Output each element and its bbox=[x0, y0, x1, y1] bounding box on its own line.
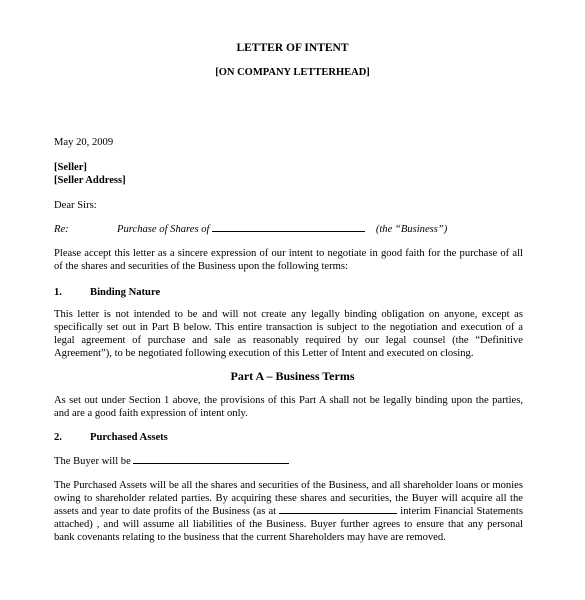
section2-body bbox=[54, 479, 523, 544]
letterhead-placeholder: [ON COMPANY LETTERHEAD] bbox=[215, 67, 370, 78]
section2-heading: Purchased Assets bbox=[90, 432, 168, 443]
re-subject bbox=[117, 223, 447, 236]
re-label: Re: bbox=[54, 224, 69, 235]
re-subject-text: Purchase of Shares of bbox=[117, 224, 210, 235]
section1-heading: Binding Nature bbox=[90, 287, 161, 298]
section2-body-part3: Financial Statements attached) , and will assume all liabilities of the Business. Buyer further agrees to ensure that any personal bank covenants relating to the business that the current Shareholders may have are removed. bbox=[54, 506, 523, 543]
section2-number: 2. bbox=[54, 432, 62, 443]
seller-address: [Seller Address] bbox=[54, 175, 126, 186]
letter-title: LETTER OF INTENT bbox=[236, 42, 349, 54]
section2-body-part1: The Purchased Assets will be all the shares and securities of the Business, and all shareholder loans or monies owing to shareholder related parties. By acquiring these shares and securities, the Buyer will acquire all the assets and year to date profits of the Business (as at bbox=[54, 480, 523, 517]
re-subject-suffix: (the “Business”) bbox=[375, 224, 448, 235]
buyer-text: The Buyer will be bbox=[54, 456, 131, 467]
letter-date: May 20, 2009 bbox=[54, 137, 114, 148]
part-a-body: As set out under Section 1 above, the provisions of this Part A shall not be legally binding upon the parties, and are a good faith expression of intent only. bbox=[54, 395, 523, 419]
business-name-blank bbox=[212, 231, 365, 232]
intro-paragraph: Please accept this letter as a sincere expression of our intent to negotiate in good faith for the purchase of all of the shares and securities of the Business upon the following terms: bbox=[54, 248, 523, 272]
section1-number: 1. bbox=[54, 287, 62, 298]
section2-body-part2: interim bbox=[400, 506, 431, 517]
salutation: Dear Sirs: bbox=[54, 200, 97, 211]
part-a-heading: Part A – Business Terms bbox=[230, 369, 355, 383]
seller-name: [Seller] bbox=[54, 162, 87, 173]
buyer-name-blank bbox=[133, 463, 289, 464]
interim-date-blank bbox=[279, 513, 397, 514]
buyer-line bbox=[54, 455, 289, 468]
section1-body: This letter is not intended to be and will not create any legally binding obligation on anyone, except as specifically set out in Part B below. This entire transaction is subject to the negotiation and execution of a legal agreement of purchase and sale as reasonably required by our legal counsel (the “Definitive Agreement”), to be negotiated following execution of this Letter of Intent and executed on closing. bbox=[54, 309, 523, 359]
